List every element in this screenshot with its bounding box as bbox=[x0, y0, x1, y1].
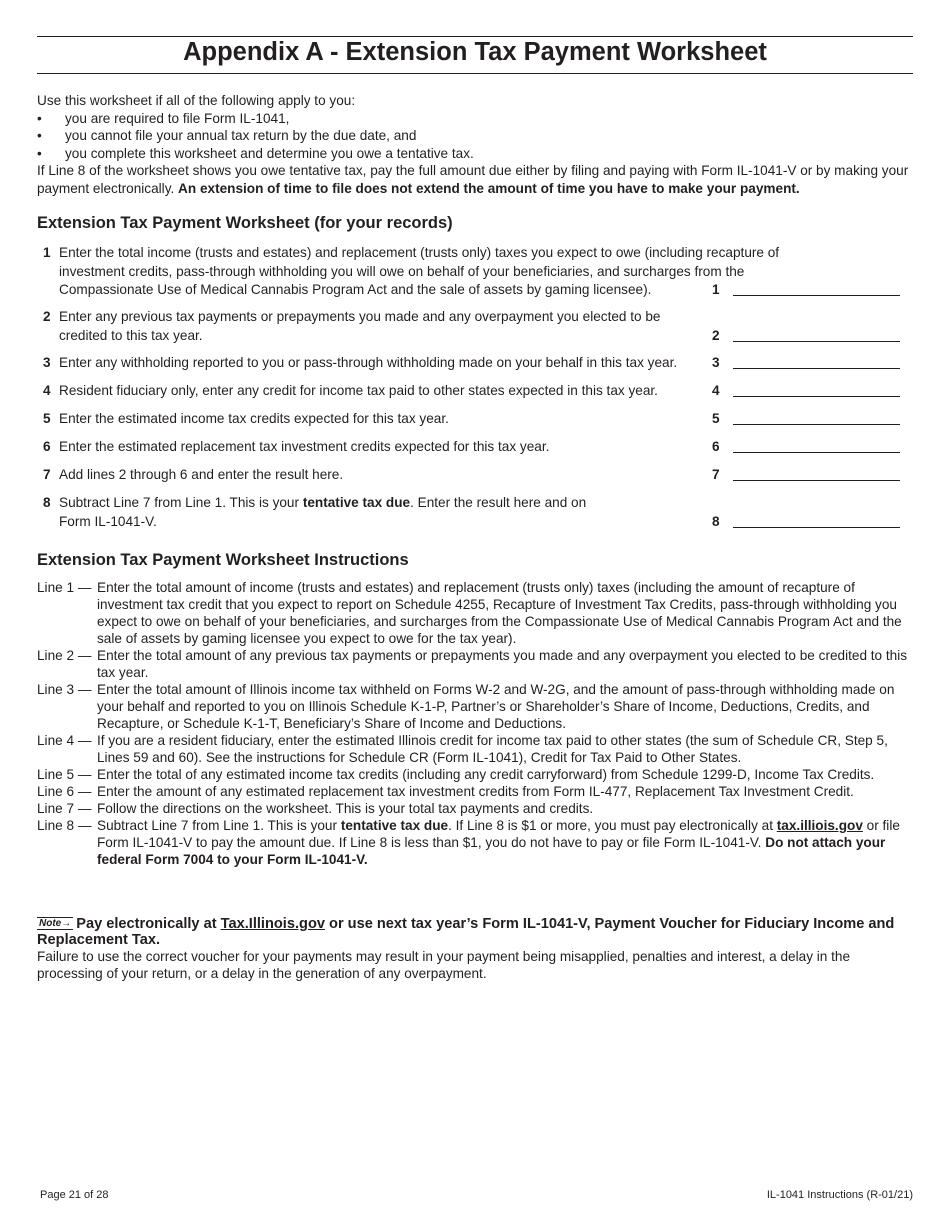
page-title: Appendix A - Extension Tax Payment Worksheet bbox=[183, 38, 767, 66]
note-arrow-icon: Note→ bbox=[39, 918, 72, 929]
instruction-row-4: Line 4 — If you are a resident fiduciary, enter the estimated Illinois credit for income tax paid to other states (the sum of Schedule CR, Step 5, Lines 59 and 60). See the instructions for Schedule CR (Form IL-1041), Credit for Tax Paid to Other States. bbox=[37, 733, 888, 765]
form-revision: IL-1041 Instructions (R-01/21) bbox=[766, 1189, 913, 1201]
instruction-row-2: Line 2 — Enter the total amount of any previous tax payments or prepayments you made and any overpayment you elected to be credited to this tax year. bbox=[37, 648, 908, 680]
worksheet-line-7: 7 Add lines 2 through 6 and enter the result here. 7 bbox=[37, 466, 913, 486]
worksheet-heading: Extension Tax Payment Worksheet (for your records) bbox=[37, 214, 453, 232]
bullet-icon: • bbox=[37, 145, 42, 161]
instruction-row-7: Line 7 — Follow the directions on the worksheet. This is your total tax payments and credits. bbox=[37, 801, 594, 816]
instruction-row-6: Line 6 — Enter the amount of any estimated replacement tax investment credits from Form IL-477, Replacement Tax Investment Credit. bbox=[37, 784, 854, 799]
bullet-icon: • bbox=[37, 128, 42, 143]
instruction-row-5: Line 5 — Enter the total of any estimated income tax credits (including any credit carryforward) from Schedule 1299-D, Income Tax Credits. bbox=[37, 767, 875, 782]
top-rule bbox=[37, 36, 913, 37]
intro-paragraph: If Line 8 of the worksheet shows you owe tentative tax, pay the full amount due either by filing and paying with Form IL-1041-V or by making your payment electronically. An extension of time to file does not extend the amount of time you have to make your payment. bbox=[37, 163, 909, 196]
instructions-list bbox=[37, 579, 913, 868]
worksheet-line-3: 3 Enter any withholding reported to you or pass-through withholding made on your behalf in this tax year. 3 bbox=[37, 354, 913, 374]
title-underline-rule bbox=[37, 73, 913, 74]
instruction-row-3: Line 3 — Enter the total amount of Illinois income tax withheld on Forms W-2 and W-2G, and the amount of pass-through withholding made on your behalf and reported to you on Illinois Schedule K-1-P, Partner’s or Shareholder’s Share of Income, Deductions, Credits, and Recapture, or Schedule K-1-T, Beneficiary’s Share of Income and Deductions. bbox=[37, 682, 895, 731]
worksheet-line-8: 8 Subtract Line 7 from Line 1. This is your tentative tax due. Enter the result here and on Form IL-1041-V. 8 bbox=[37, 494, 913, 534]
page-number: Page 21 of 28 bbox=[40, 1189, 109, 1201]
intro-bullet: • you are required to file Form IL-1041, bbox=[37, 110, 290, 126]
intro-lead: Use this worksheet if all of the following apply to you: bbox=[37, 93, 356, 108]
intro-warning: An extension of time to file does not extend the amount of time you have to make your payment. bbox=[178, 180, 800, 196]
worksheet-line-2: 2 Enter any previous tax payments or prepayments you made and any overpayment you elected to be credited to this tax year. 2 bbox=[37, 308, 913, 348]
tax-website-link[interactable]: tax.illiois.gov bbox=[776, 818, 863, 833]
intro-bullet: • you cannot file your annual tax return by the due date, and bbox=[37, 128, 417, 143]
instructions-heading: Extension Tax Payment Worksheet Instructions bbox=[37, 551, 409, 569]
bullet-icon: • bbox=[37, 110, 42, 126]
worksheet-line-6: 6 Enter the estimated replacement tax investment credits expected for this tax year. 6 bbox=[37, 438, 913, 458]
worksheet-line-5: 5 Enter the estimated income tax credits expected for this tax year. 5 bbox=[37, 410, 913, 430]
note-body: Failure to use the correct voucher for your payments may result in your payment being misapplied, penalties and interest, a delay in the processing of your return, or a delay in the generation of any overpayment. bbox=[37, 949, 851, 981]
instruction-row-1: Line 1 — Enter the total amount of income (trusts and estates) and replacement (trusts only) taxes (including the amount of recapture of investment tax credit that you expect to report on Schedule 4255, Recapture of Investment Tax Credits, pass-through withholding you expect to owe on behalf of your beneficiaries, and surcharges from the Compassionate Use of Medical Cannabis Program Act and the sale of assets by gaming licensee you expect to owe for the tax year). bbox=[37, 580, 902, 646]
intro-section bbox=[37, 92, 913, 197]
worksheet-line-1: 1 Enter the total income (trusts and estates) and replacement (trusts only) taxes you expect to owe (including recapture of investment credits, pass-through withholding you will owe on behalf of your beneficiaries, and surcharges from the Compassionate Use of Medical Cannabis Program Act and the sale of assets by gaming licensee). 1 bbox=[37, 244, 913, 300]
worksheet-line-4: 4 Resident fiduciary only, enter any credit for income tax paid to other states expected in this tax year. 4 bbox=[37, 382, 913, 402]
illinois-tax-link[interactable]: Tax.Illinois.gov bbox=[220, 916, 325, 932]
intro-bullet: • you complete this worksheet and determine you owe a tentative tax. bbox=[37, 145, 474, 161]
instruction-row-8: Line 8 — Subtract Line 7 from Line 1. This is your tentative tax due. If Line 8 is $1 or more, you must pay electronically at tax.illiois.gov or file Form IL-1041-V to pay the amount due. If Line 8 is less than $1, you do not have to pay or file Form IL-1041-V. Do not attach your federal Form 7004 to your Form IL-1041-V. bbox=[37, 818, 900, 867]
intro-bullets bbox=[37, 110, 913, 163]
note-section bbox=[37, 916, 913, 982]
note-heading: Note→ Pay electronically at Tax.Illinois.gov or use next tax year’s Form IL-1041-V, Payment Voucher for Fiduciary Income and Replacement Tax. bbox=[37, 916, 895, 948]
